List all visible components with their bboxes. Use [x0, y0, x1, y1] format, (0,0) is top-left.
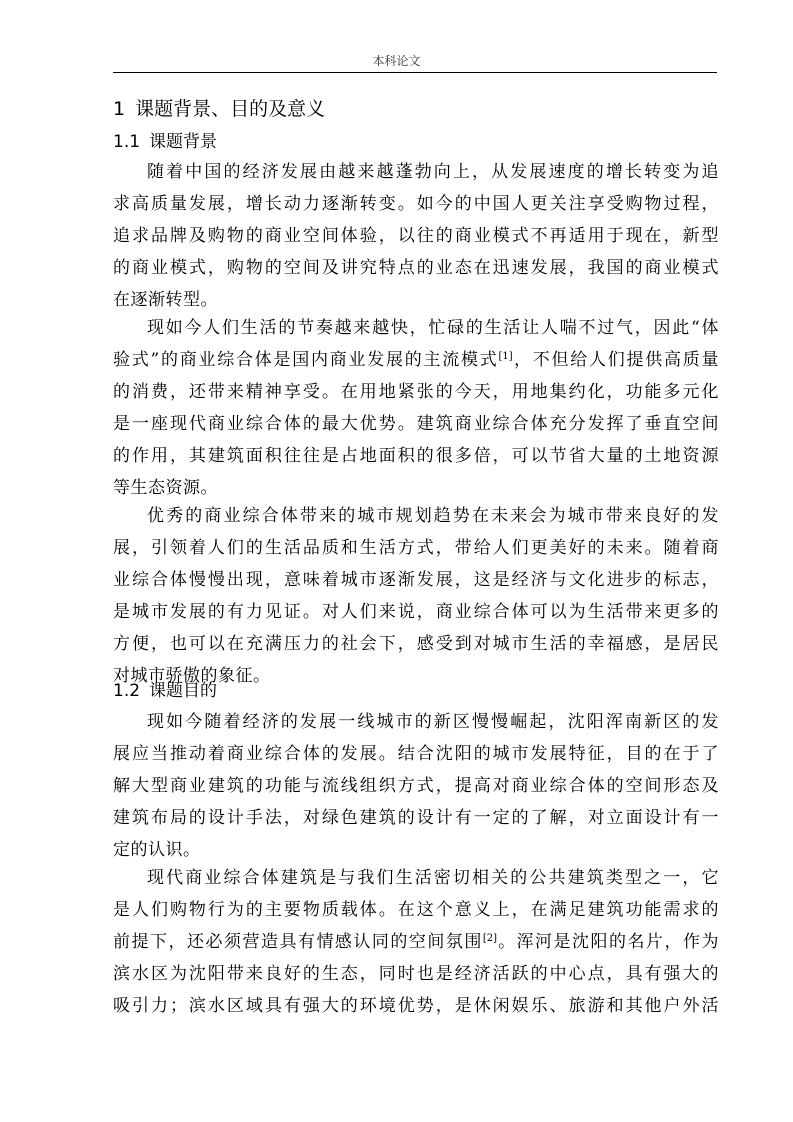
text-line: 滨水区为沈阳带来良好的生态，同时也是经济活跃的中心点，具有强大的: [113, 964, 719, 984]
text-line: 是一座现代商业综合体的最大优势。建筑商业综合体充分发挥了垂直空间: [113, 414, 719, 434]
text-line: 是人们购物行为的主要物质载体。在这个意义上，在满足建筑功能需求的: [113, 900, 719, 920]
text-line: 现如今随着经济的发展一线城市的新区慢慢崛起，沈阳浑南新区的发: [147, 712, 719, 732]
paragraph-3: [113, 500, 719, 692]
section-number: 1: [113, 98, 126, 120]
paragraph-2: [113, 312, 719, 504]
text-line: 建筑布局的设计手法，对绿色建筑的设计有一定的了解，对立面设计有一: [113, 808, 719, 828]
section-1-heading: [113, 95, 325, 123]
text-segment: ，不但给人们提供高质量: [512, 350, 719, 370]
text-line-with-citation: [113, 344, 719, 376]
text-line: 追求品牌及购物的商业空间体验，以往的商业模式不再适用于现在，新型: [113, 226, 719, 246]
text-line: 的作用，其建筑面积往往是占地面积的很多倍，可以节省大量的土地资源: [113, 446, 719, 466]
text-line: 展，引领着人们的生活品质和生活方式，带给人们更美好的未来。随着商: [113, 538, 719, 558]
paragraph-4: [113, 706, 719, 866]
text-line: 对城市骄傲的象征。: [113, 666, 271, 686]
paragraph-1: [113, 156, 719, 316]
text-line: 优秀的商业综合体带来的城市规划趋势在未来会为城市带来良好的发: [147, 506, 719, 526]
text-line: 定的认识。: [113, 840, 201, 860]
header-rule: [113, 72, 717, 73]
text-line: 在逐渐转型。: [113, 290, 218, 310]
text-line-with-citation: [113, 926, 719, 958]
running-header: 本科论文: [372, 54, 421, 68]
text-line: 方便，也可以在充满压力的社会下，感受到对城市生活的幸福感，是居民: [113, 634, 719, 654]
text-segment: 验式”的商业综合体是国内商业发展的主流模式: [113, 350, 499, 370]
text-line: 业综合体慢慢出现，意味着城市逐渐发展，这是经济与文化进步的标志，: [113, 570, 719, 590]
section-number: 1.1: [113, 132, 141, 152]
citation-ref-1[interactable]: [1]: [498, 351, 513, 362]
text-line: 是城市发展的有力见证。对人们来说，商业综合体可以为生活带来更多的: [113, 602, 719, 622]
text-line: 展应当推动着商业综合体的发展。结合沈阳的城市发展特征，目的在于了: [113, 744, 719, 764]
text-line: 求高质量发展，增长动力逐渐转变。如今的中国人更关注享受购物过程，: [113, 194, 719, 214]
text-line: 现代商业综合体建筑是与我们生活密切相关的公共建筑类型之一，它: [147, 868, 719, 888]
section-1-2-heading: [113, 678, 217, 704]
text-line: 解大型商业建筑的功能与流线组织方式，提高对商业综合体的空间形态及: [113, 776, 719, 796]
text-segment: 前提下，还必须营造具有情感认同的空间氛围: [113, 932, 483, 952]
text-line: 等生态资源。: [113, 478, 218, 498]
section-1-1-heading: [113, 129, 217, 155]
section-number: 1.2: [113, 681, 141, 701]
text-segment: 。浑河是沈阳的名片，作为: [497, 932, 720, 952]
text-line: 吸引力；滨水区域具有强大的环境优势，是休闲娱乐、旅游和其他户外活: [113, 996, 719, 1016]
section-title: 课题背景: [149, 132, 218, 152]
text-line: 的消费，还带来精神享受。在用地紧张的今天，用地集约化，功能多元化: [113, 382, 719, 402]
paragraph-5: [113, 862, 719, 1022]
text-line: 的商业模式，购物的空间及讲究特点的业态在迅速发展，我国的商业模式: [113, 258, 719, 278]
text-line: 随着中国的经济发展由越来越蓬勃向上，从发展速度的增长转变为追: [147, 162, 719, 182]
citation-ref-2[interactable]: [2]: [482, 933, 498, 944]
text-line: 现如今人们生活的节奏越来越快，忙碌的生活让人喘不过气，因此“体: [147, 318, 719, 338]
section-title: 课题背景、目的及意义: [135, 98, 326, 120]
section-title: 课题目的: [149, 681, 218, 701]
